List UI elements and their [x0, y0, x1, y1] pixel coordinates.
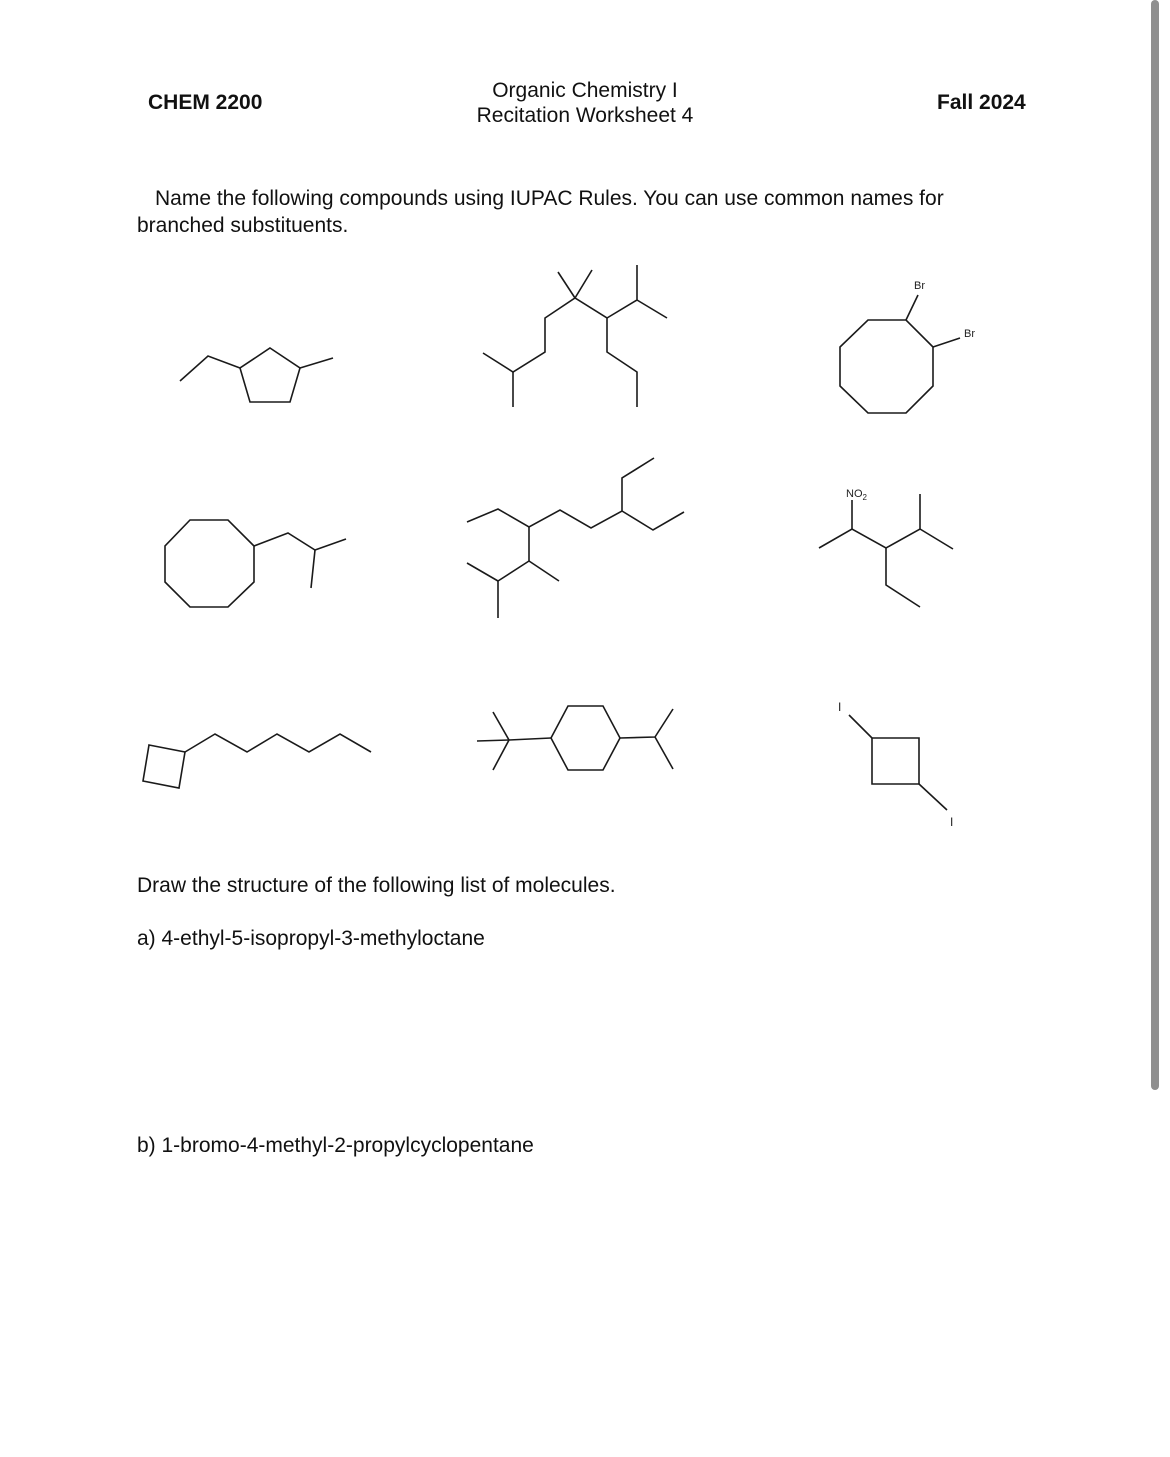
structure-hexylcyclobutane	[143, 734, 371, 788]
naming-instructions-line2: branched substituents.	[137, 214, 349, 237]
question-a: a) 4-ethyl-5-isopropyl-3-methyloctane	[137, 927, 485, 950]
worksheet-title-line1: Organic Chemistry I	[492, 79, 678, 102]
structure-dibromocyclooctane	[840, 280, 975, 413]
structure-isobutylcyclooctane	[165, 520, 346, 607]
structure-nitro-alkane	[819, 488, 953, 607]
br-label-right: Br	[964, 328, 975, 340]
br-label-top: Br	[914, 280, 925, 292]
structure-branched-alkane-2	[467, 458, 684, 618]
structure-branched-alkane-1	[483, 265, 667, 407]
question-b: b) 1-bromo-4-methyl-2-propylcyclopentane	[137, 1134, 534, 1157]
no2-label	[846, 488, 868, 502]
course-code: CHEM 2200	[148, 91, 263, 114]
vertical-scrollbar[interactable]	[1151, 0, 1159, 1090]
iodo-label-bottom: I	[950, 815, 954, 829]
structure-substituted-cyclohexane	[477, 706, 673, 770]
structure-diiodocyclobutane	[838, 700, 953, 829]
worksheet-title-line2: Recitation Worksheet 4	[476, 104, 694, 127]
iodo-label-top: I	[838, 700, 842, 714]
no2-label-main: NO	[846, 488, 863, 500]
term: Fall 2024	[937, 91, 1026, 114]
drawing-instructions: Draw the structure of the following list of molecules.	[137, 874, 616, 897]
naming-instructions-line1: Name the following compounds using IUPAC Rules. You can use common names for	[155, 187, 944, 210]
structure-ethylmethylcyclopentane	[180, 348, 333, 402]
no2-label-subscript: 2	[862, 493, 867, 502]
